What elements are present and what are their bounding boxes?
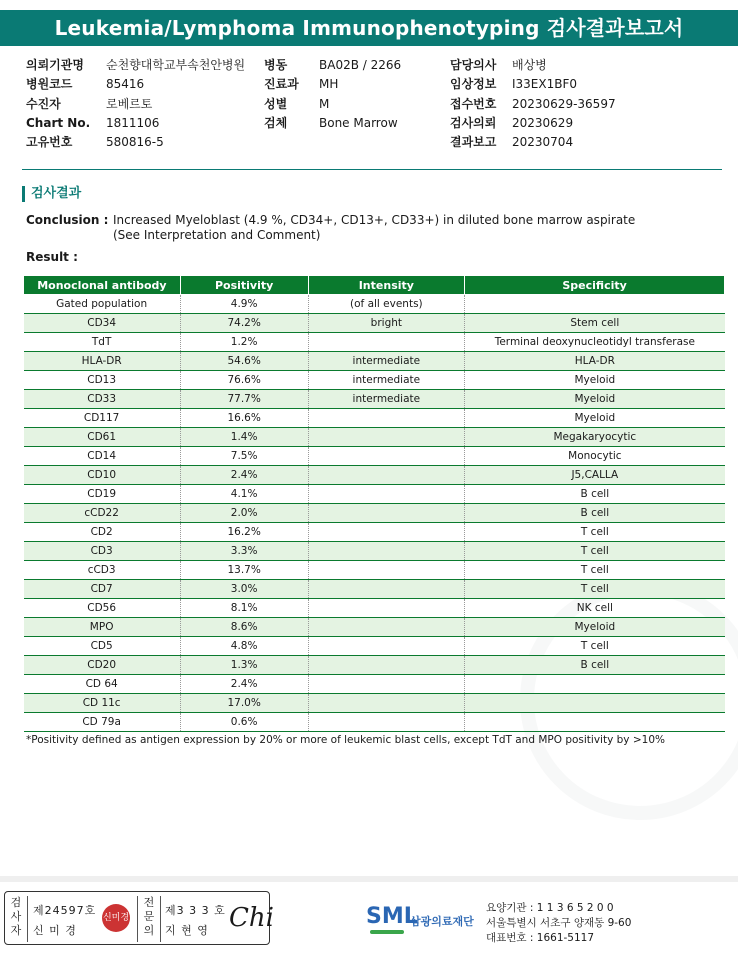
specificity-cell <box>465 675 725 694</box>
intensity-cell <box>308 637 465 656</box>
table-body <box>24 295 725 732</box>
logo-arc <box>370 930 404 934</box>
intensity-cell: (of all events) <box>308 295 465 314</box>
intensity-cell <box>308 485 465 504</box>
info-row <box>264 75 444 94</box>
antibody-cell: CD61 <box>24 428 181 447</box>
specificity-cell: T cell <box>465 542 725 561</box>
positivity-cell: 16.2% <box>180 523 308 542</box>
table-row <box>24 637 725 656</box>
specificity-cell <box>465 295 725 314</box>
divider <box>27 896 28 942</box>
specificity-cell <box>465 713 725 732</box>
field-label: 수진자 <box>26 96 61 111</box>
field-value: 20230704 <box>512 135 574 150</box>
table-row <box>24 542 725 561</box>
conclusion-line: (See Interpretation and Comment) <box>113 228 321 242</box>
intensity-cell: bright <box>308 314 465 333</box>
antibody-cell: CD2 <box>24 523 181 542</box>
conclusion-text <box>113 213 713 243</box>
positivity-cell: 2.0% <box>180 504 308 523</box>
table-row <box>24 580 725 599</box>
seal-stamp: 신미경 <box>102 904 130 932</box>
intensity-cell <box>308 599 465 618</box>
specificity-cell: Myeloid <box>465 371 725 390</box>
field-value: 1811106 <box>106 115 160 130</box>
table-row <box>24 694 725 713</box>
info-column-3 <box>450 56 730 152</box>
field-label: 검사의뢰 <box>450 115 497 130</box>
info-row <box>26 95 256 114</box>
specificity-cell: Terminal deoxynucleotidyl transferase <box>465 333 725 352</box>
info-row <box>26 75 256 94</box>
field-value: 85416 <box>106 77 145 92</box>
corp-line: 대표번호 : 1661-5117 <box>486 932 595 944</box>
intensity-cell <box>308 523 465 542</box>
table-row <box>24 675 725 694</box>
field-value: MH <box>319 77 339 92</box>
corporate-info <box>486 901 631 946</box>
intensity-cell <box>308 504 465 523</box>
table-row <box>24 371 725 390</box>
intensity-cell <box>308 656 465 675</box>
intensity-cell <box>308 333 465 352</box>
intensity-cell: intermediate <box>308 390 465 409</box>
intensity-cell <box>308 675 465 694</box>
field-value: 순천향대학교부속천안병원 <box>106 58 246 72</box>
inspector-label: 검사자 <box>10 896 22 937</box>
field-value: Bone Marrow <box>319 115 398 130</box>
positivity-cell: 1.2% <box>180 333 308 352</box>
column-header: Positivity <box>180 276 308 295</box>
table-row <box>24 333 725 352</box>
info-row <box>264 95 444 114</box>
positivity-cell: 3.3% <box>180 542 308 561</box>
positivity-cell: 3.0% <box>180 580 308 599</box>
specificity-cell: Myeloid <box>465 618 725 637</box>
field-value: 20230629 <box>512 115 574 130</box>
intensity-cell <box>308 618 465 637</box>
conclusion-line: Increased Myeloblast (4.9 %, CD34+, CD13+, CD33+) in diluted bone marrow aspirate <box>113 213 636 227</box>
positivity-cell: 13.7% <box>180 561 308 580</box>
antibody-cell: TdT <box>24 333 181 352</box>
report-title: Leukemia/Lymphoma Immunophenotyping 검사결과보고서 <box>0 10 738 46</box>
field-label: 진료과 <box>264 77 299 92</box>
specificity-cell: Stem cell <box>465 314 725 333</box>
intensity-cell <box>308 409 465 428</box>
specificity-cell <box>465 694 725 713</box>
antibody-cell: cCD22 <box>24 504 181 523</box>
positivity-cell: 74.2% <box>180 314 308 333</box>
specificity-cell: T cell <box>465 523 725 542</box>
positivity-cell: 2.4% <box>180 675 308 694</box>
info-row <box>450 114 730 133</box>
field-value: I33EX1BF0 <box>512 77 578 92</box>
intensity-cell <box>308 428 465 447</box>
field-value: 배상병 <box>512 58 547 72</box>
positivity-cell: 4.9% <box>180 295 308 314</box>
logo-mark: SML <box>366 904 418 929</box>
field-label: 고유번호 <box>26 135 73 150</box>
divider <box>137 896 138 942</box>
field-value: 580816-5 <box>106 135 164 150</box>
field-label: 병원코드 <box>26 77 73 92</box>
table-row <box>24 504 725 523</box>
antibody-cell: HLA-DR <box>24 352 181 371</box>
table-row <box>24 466 725 485</box>
table-row <box>24 713 725 732</box>
specificity-cell: Myeloid <box>465 390 725 409</box>
intensity-cell <box>308 713 465 732</box>
field-value: 20230629-36597 <box>512 96 616 111</box>
table-row <box>24 656 725 675</box>
info-column-1 <box>26 56 256 152</box>
antibody-cell: CD20 <box>24 656 181 675</box>
field-label: Chart No. <box>26 115 91 130</box>
table-row <box>24 599 725 618</box>
handwritten-signature: Chi <box>229 903 274 933</box>
field-value: BA02B / 2266 <box>319 58 402 72</box>
table-row <box>24 314 725 333</box>
corp-line: 서울특별시 서초구 양재동 9-60 <box>486 917 632 929</box>
intensity-cell <box>308 580 465 599</box>
intensity-cell <box>308 466 465 485</box>
table-row <box>24 409 725 428</box>
table-row <box>24 618 725 637</box>
table-row <box>24 447 725 466</box>
info-row <box>26 114 256 133</box>
table-row <box>24 561 725 580</box>
intensity-cell <box>308 694 465 713</box>
specificity-cell: B cell <box>465 485 725 504</box>
specificity-cell: T cell <box>465 561 725 580</box>
field-label: 성별 <box>264 96 288 111</box>
intensity-cell: intermediate <box>308 352 465 371</box>
positivity-cell: 4.8% <box>180 637 308 656</box>
footnote: *Positivity defined as antigen expression by 20% or more of leukemic blast cells, except TdT and MPO positivity by >10% <box>26 734 665 746</box>
table-header-row <box>24 276 725 295</box>
specialist-name: 지 현 영 <box>165 924 209 937</box>
info-row <box>26 56 256 75</box>
specificity-cell: T cell <box>465 580 725 599</box>
inspector-license: 제24597호 <box>33 904 97 917</box>
specificity-cell: NK cell <box>465 599 725 618</box>
intensity-cell <box>308 561 465 580</box>
table-row <box>24 523 725 542</box>
positivity-cell: 7.5% <box>180 447 308 466</box>
positivity-cell: 0.6% <box>180 713 308 732</box>
intensity-cell <box>308 447 465 466</box>
info-row <box>26 133 256 152</box>
positivity-cell: 1.4% <box>180 428 308 447</box>
positivity-cell: 4.1% <box>180 485 308 504</box>
section-divider <box>22 169 722 170</box>
antibody-cell: CD34 <box>24 314 181 333</box>
footer-band <box>0 876 738 882</box>
corp-line: 요양기관 : 1 1 3 6 5 2 0 0 <box>486 902 614 914</box>
positivity-cell: 17.0% <box>180 694 308 713</box>
field-label: 의뢰기관명 <box>26 58 84 72</box>
info-column-2 <box>264 56 444 133</box>
specificity-cell: Monocytic <box>465 447 725 466</box>
table-row <box>24 352 725 371</box>
field-label: 담당의사 <box>450 58 497 72</box>
intensity-cell <box>308 542 465 561</box>
info-row <box>264 56 444 75</box>
positivity-cell: 54.6% <box>180 352 308 371</box>
table-row <box>24 295 725 314</box>
specificity-cell: T cell <box>465 637 725 656</box>
antibody-cell: MPO <box>24 618 181 637</box>
logo-name: 삼광의료재단 <box>410 915 474 928</box>
signature-box <box>4 891 274 945</box>
divider <box>160 896 161 942</box>
table-row <box>24 428 725 447</box>
specificity-cell: HLA-DR <box>465 352 725 371</box>
info-row <box>450 95 730 114</box>
column-header: Monoclonal antibody <box>24 276 181 295</box>
specificity-cell: J5,CALLA <box>465 466 725 485</box>
field-label: 검체 <box>264 115 288 130</box>
antibody-cell: CD14 <box>24 447 181 466</box>
antibody-cell: CD19 <box>24 485 181 504</box>
antibody-cell: CD7 <box>24 580 181 599</box>
specificity-cell: Myeloid <box>465 409 725 428</box>
antibody-cell: cCD3 <box>24 561 181 580</box>
info-row <box>450 75 730 94</box>
inspector-name: 신 미 경 <box>33 924 77 937</box>
specificity-cell: B cell <box>465 656 725 675</box>
field-label: 접수번호 <box>450 96 497 111</box>
positivity-cell: 16.6% <box>180 409 308 428</box>
positivity-cell: 8.1% <box>180 599 308 618</box>
column-header: Intensity <box>308 276 465 295</box>
antibody-cell: CD 11c <box>24 694 181 713</box>
antibody-cell: CD117 <box>24 409 181 428</box>
positivity-cell: 8.6% <box>180 618 308 637</box>
field-label: 임상정보 <box>450 77 497 92</box>
antibody-cell: CD33 <box>24 390 181 409</box>
intensity-cell: intermediate <box>308 371 465 390</box>
field-label: 병동 <box>264 58 288 72</box>
positivity-cell: 77.7% <box>180 390 308 409</box>
positivity-cell: 76.6% <box>180 371 308 390</box>
antibody-cell: CD 79a <box>24 713 181 732</box>
specialist-license: 제3 3 3 호 <box>165 904 226 917</box>
antibody-cell: CD 64 <box>24 675 181 694</box>
antibody-cell: CD10 <box>24 466 181 485</box>
result-label: Result : <box>26 250 78 264</box>
field-value: 로베르토 <box>106 96 153 111</box>
field-label: 결과보고 <box>450 135 497 150</box>
info-row <box>264 114 444 133</box>
specificity-cell: B cell <box>465 504 725 523</box>
specialist-label: 전문의 <box>143 896 155 937</box>
table-row <box>24 390 725 409</box>
antibody-cell: Gated population <box>24 295 181 314</box>
field-value: M <box>319 96 330 111</box>
antibody-cell: CD3 <box>24 542 181 561</box>
antibody-cell: CD56 <box>24 599 181 618</box>
positivity-cell: 2.4% <box>180 466 308 485</box>
sml-logo <box>366 902 486 938</box>
conclusion-label: Conclusion : <box>26 213 109 227</box>
specificity-cell: Megakaryocytic <box>465 428 725 447</box>
results-table <box>23 275 725 732</box>
positivity-cell: 1.3% <box>180 656 308 675</box>
table-row <box>24 485 725 504</box>
info-row <box>450 133 730 152</box>
antibody-cell: CD5 <box>24 637 181 656</box>
section-title: 검사결과 <box>22 186 81 202</box>
info-row <box>450 56 730 75</box>
column-header: Specificity <box>465 276 725 295</box>
antibody-cell: CD13 <box>24 371 181 390</box>
